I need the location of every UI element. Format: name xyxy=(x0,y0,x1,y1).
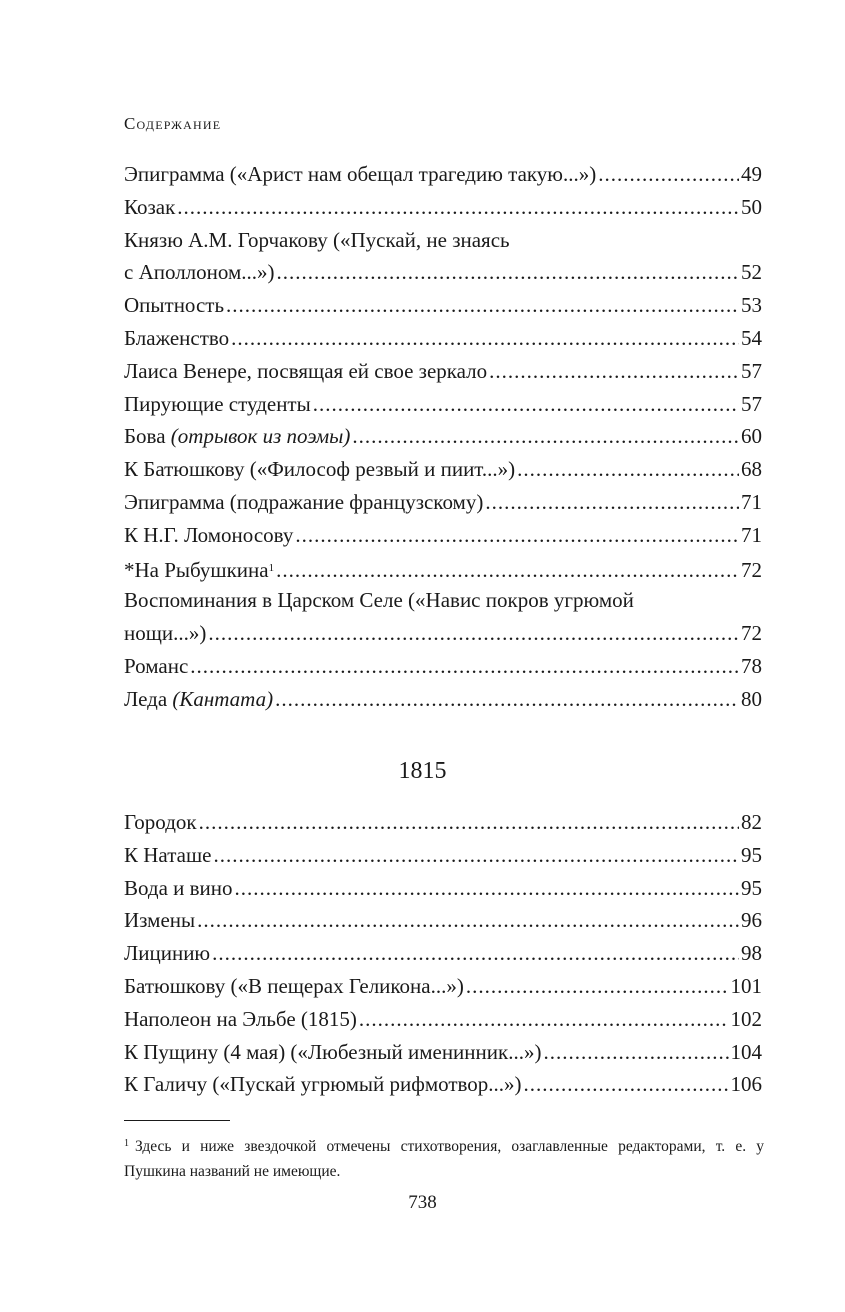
toc-entry-page: 50 xyxy=(741,194,762,219)
toc-entry-title: К Наташе xyxy=(124,842,212,867)
footnote-separator xyxy=(124,1120,230,1121)
toc-entry-page: 54 xyxy=(741,325,762,350)
toc-entry-title: с Аполлоном...») xyxy=(124,260,275,285)
toc-entry-title: Эпиграмма («Арист нам обещал трагедию такую...») xyxy=(124,162,597,186)
toc-entry-title: Лаиса Венере, посвящая ей свое зеркало xyxy=(124,358,488,383)
toc-entry xyxy=(124,937,762,970)
toc-entry-page: 71 xyxy=(741,489,762,514)
toc-entry-title: *На Рыбушкина xyxy=(124,557,269,582)
toc-entry-page: 95 xyxy=(741,875,762,900)
toc-entry xyxy=(124,683,762,716)
table-of-contents-part-2 xyxy=(124,806,762,1101)
toc-entry xyxy=(124,322,762,355)
toc-entry xyxy=(124,904,762,937)
toc-entry-title-line1: Воспоминания в Царском Селе («Навис покров угрюмой xyxy=(124,588,634,613)
toc-entry-page: 80 xyxy=(741,686,762,711)
toc-entry-title-line1: Князю А.М. Горчакову («Пускай, не знаясь xyxy=(124,227,510,252)
toc-entry xyxy=(124,224,762,290)
toc-entry xyxy=(124,519,762,552)
toc-entry-page: 106 xyxy=(730,1072,762,1097)
dot-leader xyxy=(197,904,739,937)
toc-entry xyxy=(124,806,762,839)
toc-entry-page: 95 xyxy=(741,842,762,867)
dot-leader xyxy=(275,683,739,716)
dot-leader xyxy=(359,1003,729,1036)
toc-entry xyxy=(124,453,762,486)
footnote-reference: 1 xyxy=(268,561,275,574)
toc-entry-title: К Н.Г. Ломоносову xyxy=(124,522,294,547)
toc-entry-title-wrap xyxy=(124,552,274,587)
toc-entry-title: Леда xyxy=(124,686,168,711)
dot-leader xyxy=(489,355,739,388)
toc-entry-page: 68 xyxy=(741,457,762,482)
toc-entry-title: Городок xyxy=(124,810,197,834)
toc-entry-title: Измены xyxy=(124,908,196,933)
toc-entry-page: 57 xyxy=(741,358,762,383)
toc-entry-page: 101 xyxy=(730,973,762,998)
dot-leader xyxy=(313,388,739,421)
page-number: 738 xyxy=(408,1192,437,1213)
dot-leader xyxy=(190,650,739,683)
dot-leader xyxy=(213,839,739,872)
toc-entry-page: 52 xyxy=(741,260,762,285)
toc-entry xyxy=(124,552,762,585)
dot-leader xyxy=(517,453,739,486)
toc-entry-title: Батюшкову («В пещерах Геликона...») xyxy=(124,973,464,998)
toc-entry-subtitle: (Кантата) xyxy=(172,686,274,711)
table-of-contents-part-1 xyxy=(124,158,762,716)
dot-leader xyxy=(277,256,739,289)
toc-entry xyxy=(124,1003,762,1036)
toc-entry-page: 60 xyxy=(741,424,762,449)
toc-entry-page: 49 xyxy=(741,162,762,186)
toc-entry xyxy=(124,1036,762,1069)
dot-leader xyxy=(598,158,739,191)
footnote-text: Здесь и ниже звездочкой отмечены стихотворения, озаглавленные редакторами, т. е. у Пушкина названий не имеющие. xyxy=(124,1138,764,1180)
dot-leader xyxy=(276,554,739,587)
dot-leader xyxy=(466,970,729,1003)
toc-entry-title: Козак xyxy=(124,194,176,219)
toc-entry xyxy=(124,158,762,191)
dot-leader xyxy=(352,420,739,453)
dot-leader xyxy=(177,191,739,224)
toc-entry xyxy=(124,420,762,453)
toc-entry xyxy=(124,839,762,872)
toc-entry-title: К Батюшкову («Философ резвый и пиит...») xyxy=(124,457,516,482)
dot-leader xyxy=(226,289,739,322)
toc-entry-page: 72 xyxy=(741,557,762,582)
toc-entry-title: Пирующие студенты xyxy=(124,391,311,416)
dot-leader xyxy=(212,937,739,970)
running-head: Содержание xyxy=(124,114,222,133)
toc-entry-page: 82 xyxy=(741,810,762,834)
toc-entry-title-wrap xyxy=(124,683,273,716)
toc-entry-title: К Галичу («Пускай угрюмый рифмотвор...») xyxy=(124,1072,522,1097)
toc-entry xyxy=(124,650,762,683)
toc-entry-page: 71 xyxy=(741,522,762,547)
footnote xyxy=(124,1131,764,1184)
toc-entry-title: Вода и вино xyxy=(124,875,233,900)
toc-entry-title: Эпиграмма (подражание французскому) xyxy=(124,489,484,514)
toc-entry-title: Блаженство xyxy=(124,325,230,350)
toc-entry-page: 98 xyxy=(741,941,762,966)
toc-entry-page: 72 xyxy=(741,621,762,646)
toc-entry xyxy=(124,1068,762,1101)
dot-leader xyxy=(208,617,739,650)
dot-leader xyxy=(231,322,739,355)
toc-entry xyxy=(124,872,762,905)
toc-entry xyxy=(124,970,762,1003)
toc-entry xyxy=(124,191,762,224)
dot-leader xyxy=(543,1036,728,1069)
toc-entry-title: Романс xyxy=(124,653,189,678)
toc-entry-title: нощи...») xyxy=(124,621,207,646)
toc-entry xyxy=(124,584,762,650)
toc-entry-page: 96 xyxy=(741,908,762,933)
section-year-heading: 1815 xyxy=(398,758,447,784)
toc-entry-page: 53 xyxy=(741,293,762,318)
toc-entry-title: Бова xyxy=(124,424,166,449)
toc-entry-page: 104 xyxy=(730,1039,762,1064)
toc-entry-page: 57 xyxy=(741,391,762,416)
dot-leader xyxy=(295,519,739,552)
footnote-marker: 1 xyxy=(124,1138,129,1149)
dot-leader xyxy=(199,806,739,839)
toc-entry-title: Лицинию xyxy=(124,941,211,966)
toc-entry-title: Опытность xyxy=(124,293,225,318)
toc-entry-subtitle: (отрывок из поэмы) xyxy=(170,424,351,449)
toc-entry-title-wrap xyxy=(124,420,350,453)
toc-entry-page: 78 xyxy=(741,653,762,678)
toc-entry-title: К Пущину (4 мая) («Любезный именинник...») xyxy=(124,1039,542,1064)
toc-entry xyxy=(124,486,762,519)
toc-entry xyxy=(124,289,762,322)
toc-entry xyxy=(124,355,762,388)
dot-leader xyxy=(485,486,739,519)
toc-entry-page: 102 xyxy=(730,1006,762,1031)
dot-leader xyxy=(524,1068,729,1101)
toc-entry-title: Наполеон на Эльбе (1815) xyxy=(124,1006,357,1031)
toc-entry xyxy=(124,388,762,421)
dot-leader xyxy=(235,872,739,905)
